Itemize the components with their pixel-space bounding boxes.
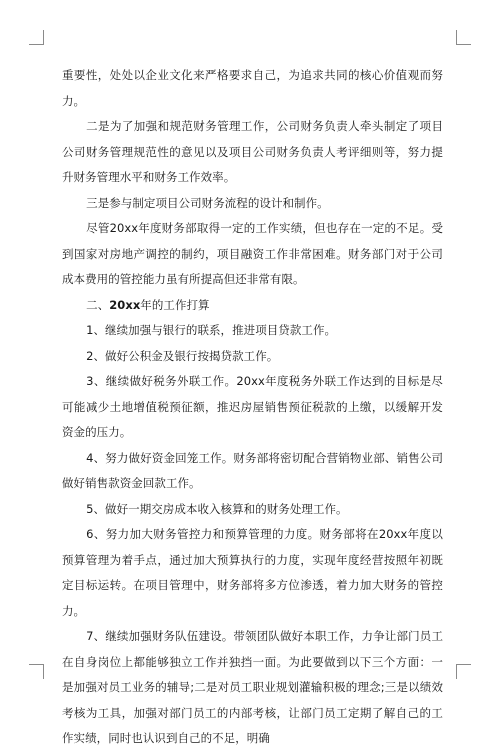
crop-mark-bottom-right bbox=[456, 664, 471, 679]
paragraph: 尽管20xx年度财务部取得一定的工作实绩，但也存在一定的不足。受到国家对房地产调控的制约，项目融资工作非常困难。财务部门对于公司成本费用的管控能力虽有所提高但还非常有限。 bbox=[62, 221, 443, 286]
list-item: 2、做好公积金及银行按揭贷款工作。 bbox=[86, 348, 279, 363]
paragraph: 重要性，处处以企业文化来严格要求自己，为追求共同的核心价值观而努力。 bbox=[62, 68, 443, 108]
list-item: 7、继续加强财务队伍建设。带领团队做好本职工作，力争让部门员工在自身岗位上都能够独立工作并独挡一面。为此要做到以下三个方面：一是加强对员工业务的辅导;二是对员工职业规划灌输积极的理念;三是以绩效考核为工具，加强对部门员工的内部考核，让部门员工定期了解自己的工作实绩，同时也认识到自己的不足，明确 bbox=[62, 629, 443, 745]
crop-mark-top-left bbox=[29, 30, 44, 45]
paragraph: 二是为了加强和规范财务管理工作，公司财务负责人牵头制定了项目公司财务管理规范性的意见以及项目公司财务负责人考评细则等，努力提升财务管理水平和财务工作效率。 bbox=[62, 119, 443, 184]
paragraph: 三是参与制定项目公司财务流程的设计和制作。 bbox=[86, 195, 329, 210]
list-item: 4、努力做好资金回笼工作。财务部将密切配合营销物业部、销售公司做好销售款资金回款工作。 bbox=[62, 450, 443, 490]
crop-mark-bottom-left bbox=[29, 664, 44, 679]
section-heading-suffix: 年的工作打算 bbox=[140, 297, 210, 312]
list-item: 6、努力加大财务管控力和预算管理的力度。财务部将在20xx年度以预算管理为着手点，通过加大预算执行的力度，实现年度经营按照年初既定目标运转。在项目管理中，财务部将多方位渗透，着力加大财务的管控力。 bbox=[62, 527, 443, 618]
document-body bbox=[62, 63, 443, 752]
list-item: 3、继续做好税务外联工作。20xx年度税务外联工作达到的目标是尽可能减少土地增值税预征额，推迟房屋销售预征税款的上缴，以缓解开发资金的压力。 bbox=[62, 374, 443, 439]
list-item: 1、继续加强与银行的联系，推进项目贷款工作。 bbox=[86, 323, 337, 337]
crop-mark-top-right bbox=[456, 30, 471, 45]
list-item: 5、做好一期交房成本收入核算和的财务处理工作。 bbox=[86, 501, 348, 516]
section-heading-prefix: 二、 bbox=[86, 297, 110, 312]
section-heading bbox=[62, 293, 443, 319]
section-heading-year: 20xx bbox=[109, 297, 141, 312]
